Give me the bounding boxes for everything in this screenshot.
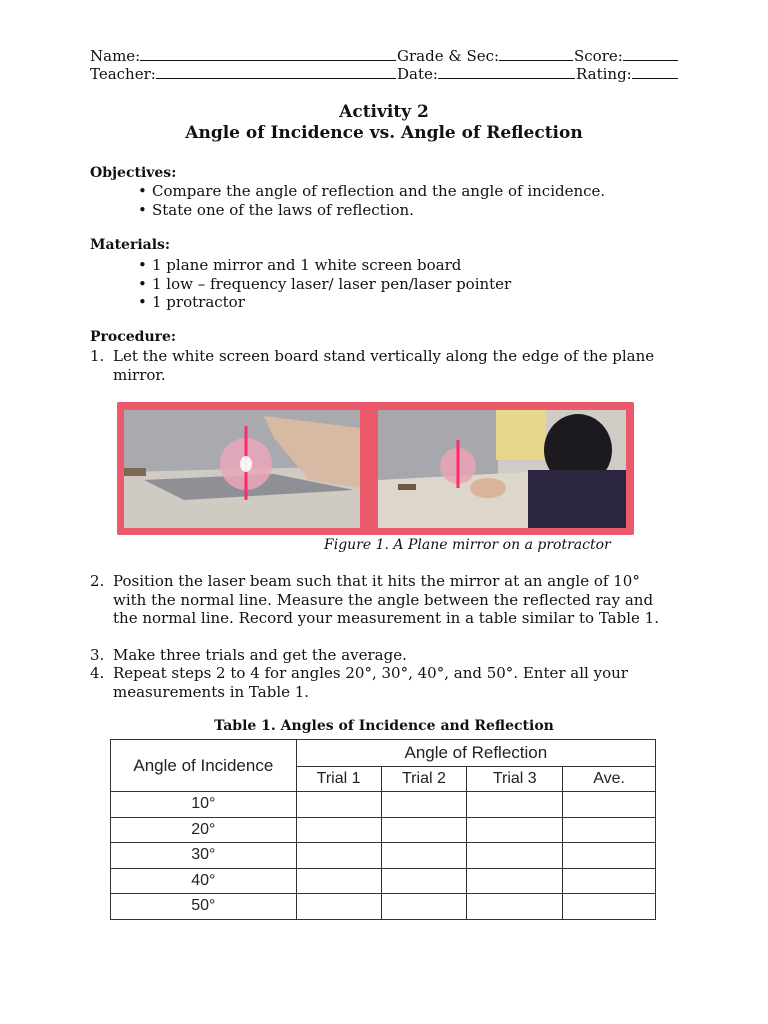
grade-field[interactable] xyxy=(397,47,573,65)
objective-item: • State one of the laws of reflection. xyxy=(138,201,605,220)
objectives-label: Objectives: xyxy=(90,165,177,181)
table-row xyxy=(111,843,656,869)
objectives-list xyxy=(138,182,605,219)
trial-2-cell[interactable] xyxy=(381,868,467,894)
material-item: • 1 low – frequency laser/ laser pen/laser pointer xyxy=(138,275,511,294)
table-row xyxy=(111,894,656,920)
activity-title: Activity 2 xyxy=(339,102,429,122)
score-field[interactable] xyxy=(574,47,678,65)
step-text-line: the normal line. Record your measurement in a table similar to Table 1. xyxy=(113,609,659,627)
materials-label: Materials: xyxy=(90,237,171,253)
header-trial-1: Trial 1 xyxy=(296,767,381,792)
incidence-angle-cell: 40° xyxy=(111,868,297,894)
step-text-line: Let the white screen board stand vertically along the edge of the plane xyxy=(113,347,655,365)
score-label: Score: xyxy=(574,47,623,65)
activity-subtitle: Angle of Incidence vs. Angle of Reflection xyxy=(185,123,583,143)
grade-label: Grade & Sec: xyxy=(397,47,500,65)
table-row xyxy=(111,817,656,843)
header-average: Ave. xyxy=(563,767,656,792)
figure-plane-mirror xyxy=(117,402,634,535)
step-text-line: Position the laser beam such that it hits the mirror at an angle of 10° xyxy=(113,572,640,590)
average-cell[interactable] xyxy=(563,817,656,843)
trial-3-cell[interactable] xyxy=(467,792,563,818)
figure-caption: Figure 1. A Plane mirror on a protractor xyxy=(324,537,611,553)
step-text-line: Make three trials and get the average. xyxy=(113,646,407,664)
step-text-line: measurements in Table 1. xyxy=(113,682,310,701)
trial-3-cell[interactable] xyxy=(467,868,563,894)
trial-1-cell[interactable] xyxy=(296,894,381,920)
trial-2-cell[interactable] xyxy=(381,817,467,843)
header-trial-3: Trial 3 xyxy=(467,767,563,792)
step-text-line: with the normal line. Measure the angle between the reflected ray and xyxy=(113,590,654,609)
header-angle-reflection: Angle of Reflection xyxy=(296,740,655,767)
step-number: 1. xyxy=(90,347,105,365)
teacher-label: Teacher: xyxy=(90,65,156,83)
trial-1-cell[interactable] xyxy=(296,792,381,818)
step-text-line: mirror. xyxy=(113,365,166,384)
materials-list xyxy=(138,256,511,312)
trial-3-cell[interactable] xyxy=(467,843,563,869)
trial-2-cell[interactable] xyxy=(381,894,467,920)
objective-item: • Compare the angle of reflection and the angle of incidence. xyxy=(138,182,605,201)
photo-mirror-protractor xyxy=(124,410,360,528)
step-text-line: Repeat steps 2 to 4 for angles 20°, 30°, 40°, and 50°. Enter all your xyxy=(113,664,628,682)
trial-1-cell[interactable] xyxy=(296,817,381,843)
step-number: 3. xyxy=(90,646,105,664)
rating-label: Rating: xyxy=(576,65,632,83)
average-cell[interactable] xyxy=(563,894,656,920)
photo-student-laser xyxy=(378,410,626,528)
teacher-field[interactable] xyxy=(90,65,396,83)
average-cell[interactable] xyxy=(563,868,656,894)
incidence-angle-cell: 50° xyxy=(111,894,297,920)
procedure-label: Procedure: xyxy=(90,329,177,345)
table-row xyxy=(111,792,656,818)
incidence-angle-cell: 10° xyxy=(111,792,297,818)
step-number: 2. xyxy=(90,572,105,590)
header-trial-2: Trial 2 xyxy=(381,767,467,792)
incidence-angle-cell: 20° xyxy=(111,817,297,843)
incidence-angle-cell: 30° xyxy=(111,843,297,869)
trial-2-cell[interactable] xyxy=(381,792,467,818)
trial-1-cell[interactable] xyxy=(296,868,381,894)
trial-1-cell[interactable] xyxy=(296,843,381,869)
rating-field[interactable] xyxy=(576,65,678,83)
header-angle-incidence: Angle of Incidence xyxy=(111,740,297,792)
table-title: Table 1. Angles of Incidence and Reflection xyxy=(214,718,554,734)
material-item: • 1 plane mirror and 1 white screen board xyxy=(138,256,511,275)
name-label: Name: xyxy=(90,47,141,65)
trial-3-cell[interactable] xyxy=(467,894,563,920)
trial-3-cell[interactable] xyxy=(467,817,563,843)
average-cell[interactable] xyxy=(563,843,656,869)
header-row-1 xyxy=(90,47,690,65)
angles-table xyxy=(110,739,656,920)
date-label: Date: xyxy=(397,65,438,83)
trial-2-cell[interactable] xyxy=(381,843,467,869)
date-field[interactable] xyxy=(397,65,575,83)
table-row xyxy=(111,868,656,894)
step-number: 4. xyxy=(90,664,105,682)
name-field[interactable] xyxy=(90,47,396,65)
average-cell[interactable] xyxy=(563,792,656,818)
material-item: • 1 protractor xyxy=(138,293,511,312)
header-row-2 xyxy=(90,65,690,83)
